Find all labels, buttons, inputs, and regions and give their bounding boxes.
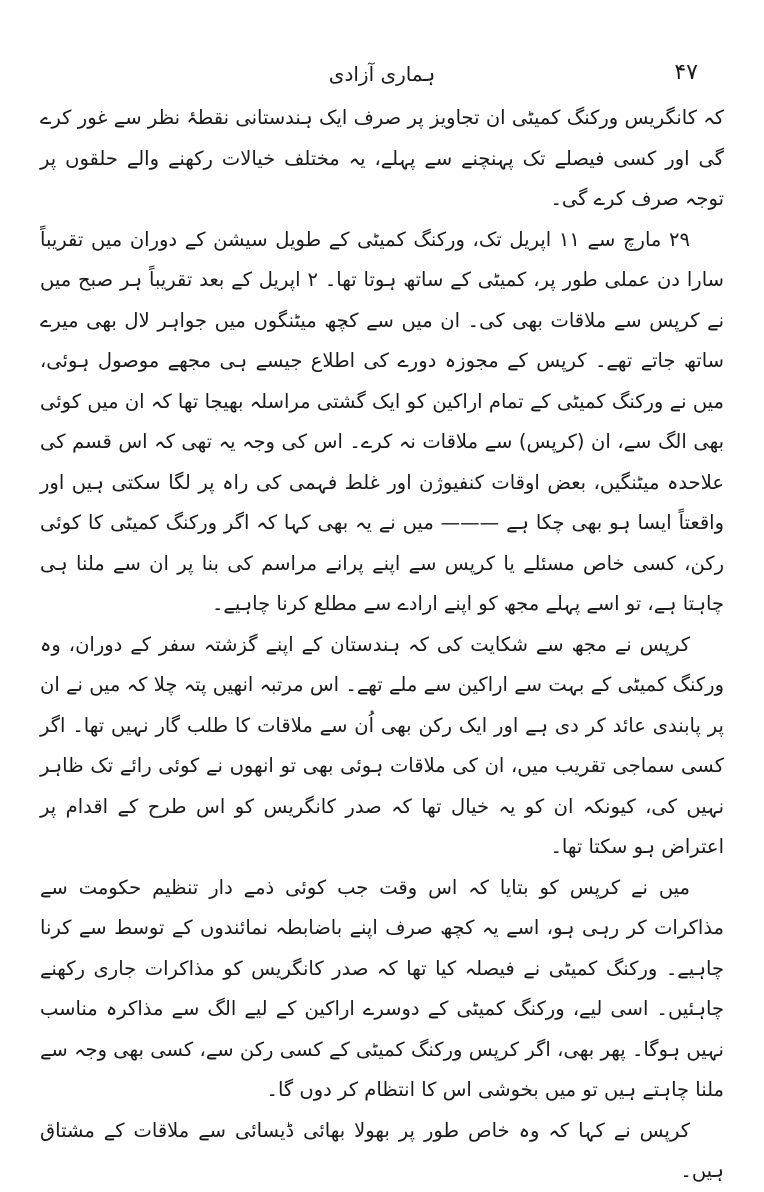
paragraph-5: کرپس نے کہا کہ وہ خاص طور پر بھولا بھائی ڈیسائی سے ملاقات کے مشتاق ہیں۔ <box>40 1118 724 1182</box>
paragraph-1: کہ کانگریس ورکنگ کمیٹی ان تجاویز پر صرف ایک ہندستانی نقطۂ نظر سے غور کرے گی اور کسی فیصلے تک پہنچنے سے پہلے، یہ مختلف خیالات رکھنے والے حلقوں پر توجہ صرف کرے گی۔ <box>40 106 724 210</box>
body-text <box>40 98 724 1192</box>
paragraph-4: میں نے کرپس کو بتایا کہ اس وقت جب کوئی ذمے دار تنظیم حکومت سے مذاکرات کر رہی ہو، اسے یہ کچھ صرف اپنے باضابطہ نمائندوں کے توسط سے کرنا چاہیے۔ ورکنگ کمیٹی نے فیصلہ کیا تھا کہ صدر کانگریس کو مذاکرات جاری رکھنے چاہئیں۔ اسی لیے، ورکنگ کمیٹی کے دوسرے اراکین کے لیے الگ سے مذاکرہ مناسب نہیں ہوگا۔ پھر بھی، اگر کرپس ورکنگ کمیٹی کے کسی رکن سے، کسی بھی وجہ سے ملنا چاہتے ہیں تو میں بخوشی اس کا انتظام کر دوں گا۔ <box>40 875 724 1101</box>
paragraph-3: کرپس نے مجھ سے شکایت کی کہ ہندستان کے اپنے گزشتہ سفر کے دوران، وہ ورکنگ کمیٹی کے بہت سے اراکین سے ملے تھے۔ اس مرتبہ انھیں پتہ چلا کہ میں نے ان پر پابندی عائد کر دی ہے اور ایک رکن بھی اُن سے ملاقات کا طلب گار نہیں تھا۔ اگر کسی سماجی تقریب میں، ان کی ملاقات ہوئی بھی تو انھوں نے کوئی رائے تک ظاہر نہیں کی، کیونکہ ان کو یہ خیال تھا کہ صدر کانگریس کو اس طرح کے اقدام پر اعتراض ہو سکتا تھا۔ <box>40 632 724 858</box>
page-header <box>40 58 724 98</box>
paragraph-2: ۲۹ مارچ سے ۱۱ اپریل تک، ورکنگ کمیٹی کے طویل سیشن کے دوران میں تقریباً سارا دن عملی طور پر، کمیٹی کے ساتھ ہوتا تھا۔ ۲ اپریل کے بعد تقریباً ہر صبح میں نے کرپس سے ملاقات بھی کی۔ ان میں سے کچھ میٹنگوں میں جواہر لال بھی میرے ساتھ جاتے تھے۔ کرپس کے مجوزہ دورے کی اطلاع جیسے ہی مجھے موصول ہوئی، میں نے ورکنگ کمیٹی کے تمام اراکین کو ایک گشتی مراسلہ بھیجا تھا کہ ان میں کوئی بھی الگ سے، ان (کرپس) سے ملاقات نہ کرے۔ اس کی وجہ یہ تھی کہ اس قسم کی علاحدہ میٹنگیں، بعض اوقات کنفیوژن اور غلط فہمی کی راہ پر لگا سکتی ہیں اور واقعتاً ایسا ہو بھی چکا ہے ——— میں نے یہ بھی کہا کہ اگر ورکنگ کمیٹی کا کوئی رکن، کسی خاص مسئلے یا کرپس سے اپنے پرانے مراسم کی بنا پر ان سے ملنا ہی چاہتا ہے، تو اسے پہلے مجھ کو اپنے ارادے سے مطلع کرنا چاہیے۔ <box>40 227 724 615</box>
running-title: ہماری آزادی <box>328 62 436 86</box>
page-number: ۴۷ <box>674 60 698 85</box>
